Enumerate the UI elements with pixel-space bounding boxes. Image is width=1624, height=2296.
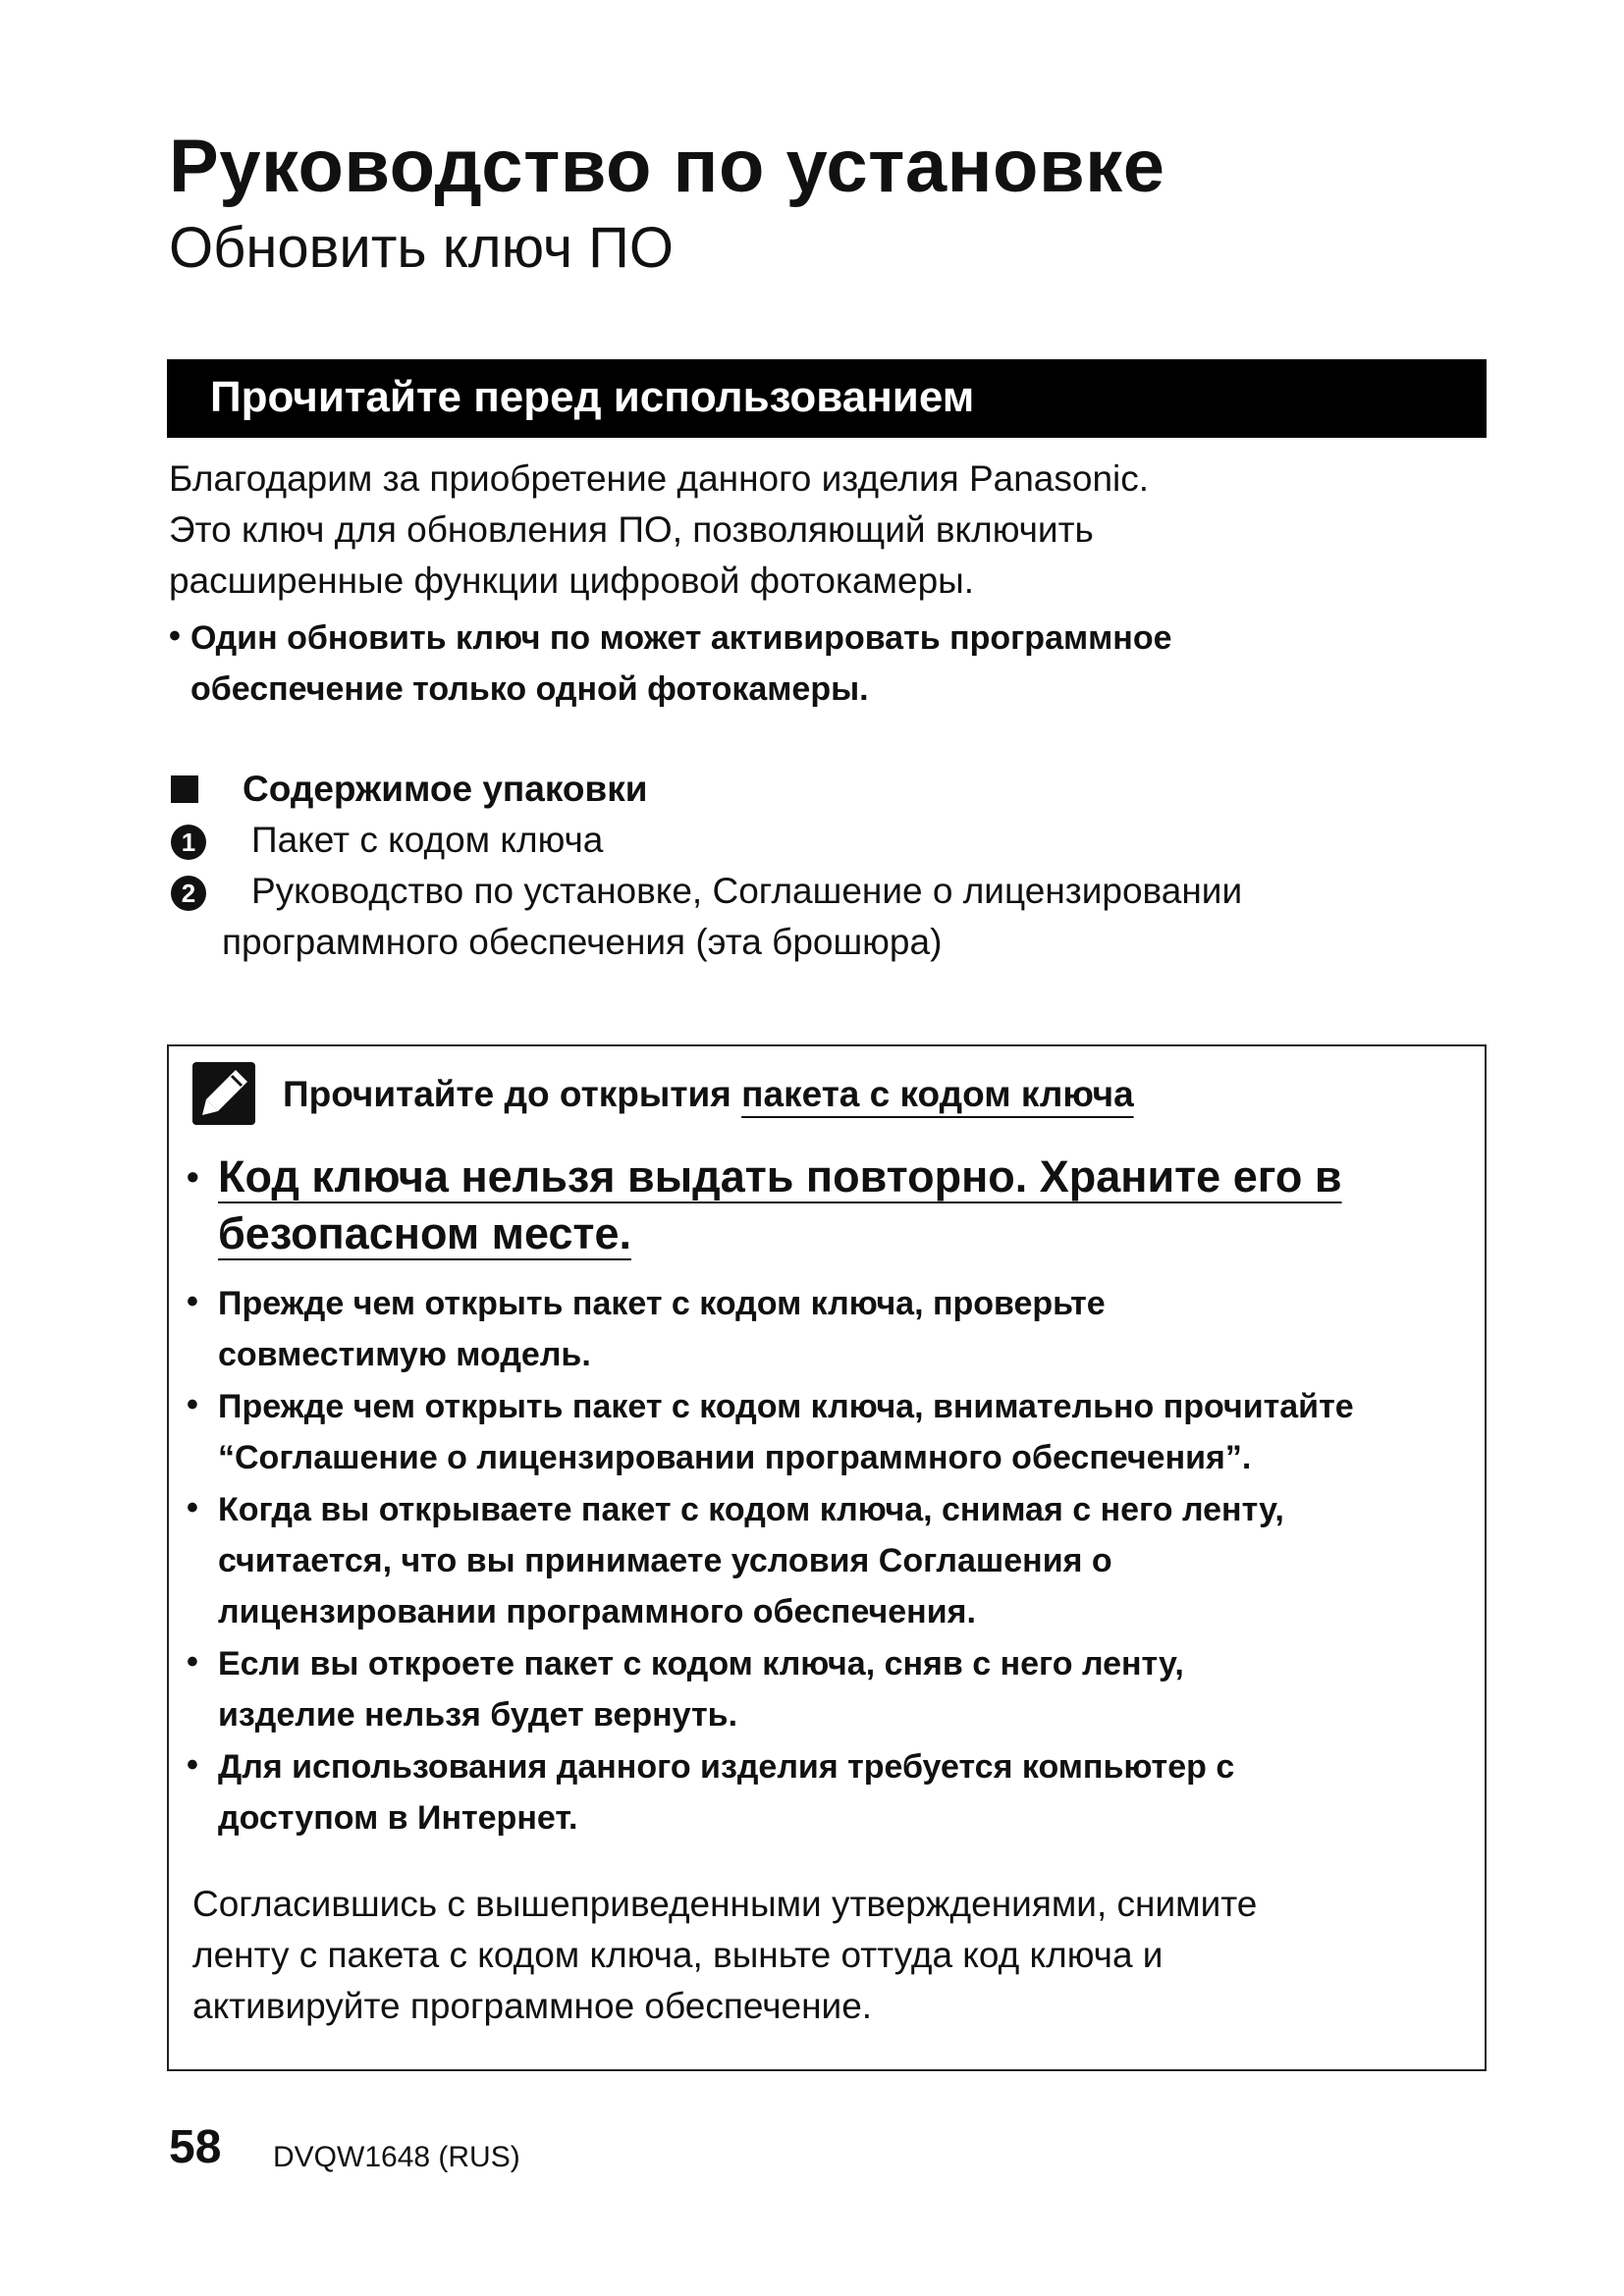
notice-item-line: Если вы откроете пакет с кодом ключа, сняв с него ленту, xyxy=(218,1645,1184,1682)
page-number: 58 xyxy=(169,2121,222,2173)
notice-item xyxy=(187,1484,1473,1637)
intro-section xyxy=(169,454,1485,715)
contents-item-continuation: программного обеспечения (эта брошюра) xyxy=(222,922,943,962)
intro-bullet-line: обеспечение только одной фотокамеры. xyxy=(190,670,869,708)
contents-heading-label: Содержимое упаковки xyxy=(243,769,648,809)
intro-line: Благодарим за приобретение данного изделия Panasonic. xyxy=(169,458,1150,499)
notice-item xyxy=(187,1278,1473,1380)
bullet-dot: • xyxy=(187,1156,199,1197)
section-header-bar xyxy=(167,359,1487,438)
document-code: DVQW1648 (RUS) xyxy=(273,2141,520,2173)
key-warning-line: Код ключа нельзя выдать повторно. Храните его в xyxy=(218,1151,1342,1201)
intro-line: Это ключ для обновления ПО, позволяющий включить xyxy=(169,509,1094,550)
bullet-dot: • xyxy=(187,1643,198,1681)
notice-item-line: Прежде чем открыть пакет с кодом ключа, проверьте xyxy=(218,1285,1106,1322)
notice-title-underlined: пакета с кодом ключа xyxy=(741,1074,1134,1114)
notice-box xyxy=(167,1044,1487,2071)
notice-item xyxy=(187,1638,1473,1740)
package-contents xyxy=(169,764,1485,968)
notice-item xyxy=(187,1381,1473,1483)
notice-footer-line: ленту с пакета с кодом ключа, выньте оттуда код ключа и xyxy=(192,1935,1164,1975)
notice-footer-line: Согласившись с вышеприведенными утверждениями, снимите xyxy=(192,1884,1258,1924)
notice-list xyxy=(187,1278,1473,1844)
section-header-label: Прочитайте перед использованием xyxy=(210,373,975,421)
bullet-dot: • xyxy=(187,1746,198,1784)
notice-item-line: Прежде чем открыть пакет с кодом ключа, внимательно прочитайте xyxy=(218,1388,1354,1425)
bullet-dot: • xyxy=(187,1386,198,1423)
bullet-dot: • xyxy=(187,1283,198,1320)
contents-item xyxy=(169,866,1485,917)
intro-line: расширенные функции цифровой фотокамеры. xyxy=(169,561,975,601)
intro-bullet-line: Один обновить ключ по может активировать программное xyxy=(190,619,1172,657)
bullet-dot: • xyxy=(187,1489,198,1526)
notice-item-line: доступом в Интернет. xyxy=(218,1799,578,1837)
bullet-dot: • xyxy=(169,617,181,655)
square-bullet-icon xyxy=(171,775,198,803)
key-warning xyxy=(187,1148,1463,1262)
notice-item-line: изделие нельзя будет вернуть. xyxy=(218,1696,738,1734)
notice-item-line: “Соглашение о лицензировании программного обеспечения”. xyxy=(218,1439,1252,1476)
pencil-icon xyxy=(192,1062,255,1125)
notice-header xyxy=(192,1060,1449,1129)
contents-item xyxy=(169,815,1485,866)
notice-item-line: считается, что вы принимаете условия Соглашения о xyxy=(218,1542,1112,1579)
notice-footer-line: активируйте программное обеспечение. xyxy=(192,1986,873,2026)
number-one-icon: 1 xyxy=(171,825,206,860)
intro-bullet xyxy=(169,613,1485,715)
contents-heading xyxy=(169,764,1485,815)
notice-item-line: Когда вы открываете пакет с кодом ключа, снимая с него ленту, xyxy=(218,1491,1284,1528)
notice-footer xyxy=(192,1879,1469,2032)
notice-item-line: совместимую модель. xyxy=(218,1336,591,1373)
notice-title-text: Прочитайте до открытия xyxy=(283,1074,742,1114)
page-subtitle: Обновить ключ ПО xyxy=(169,216,674,280)
notice-item-line: лицензировании программного обеспечения. xyxy=(218,1593,976,1630)
contents-item-label: Руководство по установке, Соглашение о лицензировании xyxy=(251,871,1243,911)
number-two-icon: 2 xyxy=(171,876,206,911)
contents-item-label: Пакет с кодом ключа xyxy=(251,820,604,860)
key-warning-line: безопасном месте. xyxy=(218,1208,631,1258)
notice-title xyxy=(283,1072,1134,1117)
notice-item xyxy=(187,1741,1473,1843)
notice-item-line: Для использования данного изделия требуется компьютер с xyxy=(218,1748,1235,1786)
page-title: Руководство по установке xyxy=(169,125,1165,208)
